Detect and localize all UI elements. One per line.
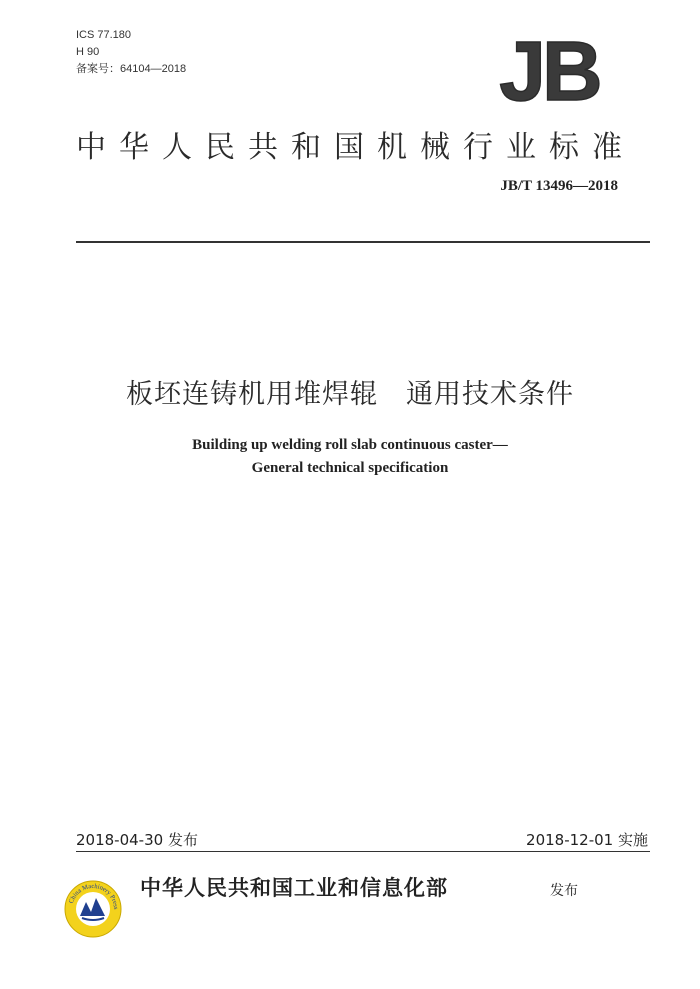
classification-block [76,27,186,78]
document-title-en-line2: General technical specification [251,460,449,476]
record-number: 备案号：64104—2018 [76,63,187,75]
standard-number: JB/T 13496—2018 [500,178,618,194]
issue-date: 2018-04-30 发布 [76,831,198,849]
svg-text:JB: JB [499,34,599,106]
publisher-seal-icon [64,880,122,938]
industry-standard-title: 中华人民共和国机械行业标准 [76,130,635,165]
bottom-divider [76,851,650,852]
implementation-date: 2018-12-01 实施 [526,831,648,849]
svg-text:China Machinery Press: China Machinery Press [67,882,120,910]
top-divider [76,241,650,243]
h-code: H 90 [76,46,100,58]
publish-label: 发布 [550,883,578,899]
ics-code: ICS 77.180 [76,29,132,41]
jb-logo [484,34,614,106]
document-title-zh: 板坯连铸机用堆焊辊 通用技术条件 [126,379,574,410]
publisher-name: 中华人民共和国工业和信息化部 [140,876,448,900]
document-title-en-line1: Building up welding roll slab continuous caster— [192,437,508,453]
